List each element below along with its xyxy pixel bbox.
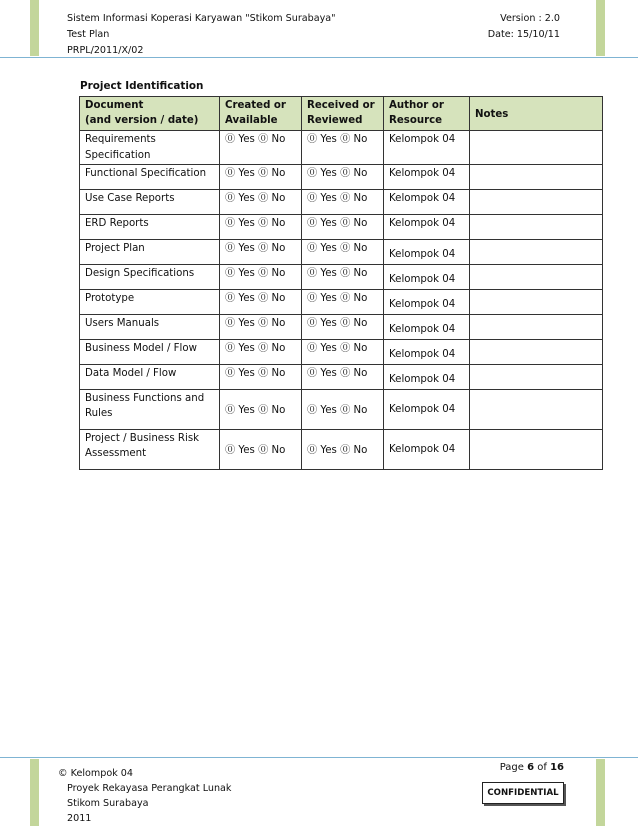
header-created-line1: Created or [225, 100, 286, 111]
cell-author: Kelompok 04 [384, 215, 470, 240]
cell-created[interactable]: ⓪ Yes ⓪ No [220, 340, 302, 365]
table-row [80, 265, 603, 290]
header-received-line1: Received or [307, 100, 375, 111]
cell-document [80, 390, 220, 430]
table-row [80, 190, 603, 215]
cell-notes [470, 265, 603, 290]
cell-notes [470, 365, 603, 390]
cell-received[interactable]: ⓪ Yes ⓪ No [302, 390, 384, 430]
table-row [80, 131, 603, 165]
header-author-line1: Author or [389, 100, 444, 111]
table-row [80, 165, 603, 190]
footer-right-bar [596, 759, 605, 826]
cell-notes [470, 430, 603, 470]
org-line: Sistem Informasi Koperasi Karyawan "Stikom Surabaya" [67, 13, 336, 24]
cell-document: Business Model / Flow [80, 340, 220, 365]
header-author-line2: Resource [389, 115, 443, 126]
cell-notes [470, 290, 603, 315]
cell-author: Kelompok 04 [384, 265, 470, 290]
page-number [500, 762, 564, 773]
header-document [80, 97, 220, 131]
table-row [80, 365, 603, 390]
header-left [67, 11, 336, 59]
cell-created[interactable]: ⓪ Yes ⓪ No [220, 365, 302, 390]
footer-institution: Stikom Surabaya [67, 798, 149, 809]
section-title: Project Identification [80, 80, 204, 92]
cell-author: Kelompok 04 [384, 430, 470, 470]
page-label: Page [499, 762, 524, 773]
header-right [488, 11, 560, 43]
table-row [80, 240, 603, 265]
cell-created[interactable]: ⓪ Yes ⓪ No [220, 430, 302, 470]
cell-received[interactable]: ⓪ Yes ⓪ No [302, 190, 384, 215]
footer-rule [0, 757, 638, 758]
header-received-line2: Reviewed [307, 115, 363, 126]
cell-document-line1: Project / Business Risk [85, 433, 200, 444]
cell-created[interactable]: ⓪ Yes ⓪ No [220, 265, 302, 290]
cell-created[interactable]: ⓪ Yes ⓪ No [220, 131, 302, 165]
table-row [80, 215, 603, 240]
cell-document-line2: Rules [85, 408, 113, 419]
cell-created[interactable]: ⓪ Yes ⓪ No [220, 215, 302, 240]
cell-document: Requirements Specification [80, 131, 220, 165]
cell-author: Kelompok 04 [384, 315, 470, 340]
cell-created[interactable]: ⓪ Yes ⓪ No [220, 390, 302, 430]
cell-received[interactable]: ⓪ Yes ⓪ No [302, 215, 384, 240]
table-row [80, 390, 603, 430]
cell-notes [470, 190, 603, 215]
cell-received[interactable]: ⓪ Yes ⓪ No [302, 131, 384, 165]
header-left-bar [30, 0, 39, 56]
cell-notes [470, 340, 603, 365]
header-created-line2: Available [225, 115, 278, 126]
footer-copyright: © Kelompok 04 [58, 768, 134, 779]
cell-author: Kelompok 04 [384, 165, 470, 190]
cell-document-line2: Assessment [85, 448, 147, 459]
cell-received[interactable]: ⓪ Yes ⓪ No [302, 265, 384, 290]
header-notes: Notes [470, 97, 603, 131]
cell-author: Kelompok 04 [384, 290, 470, 315]
header-author [384, 97, 470, 131]
cell-author: Kelompok 04 [384, 365, 470, 390]
header-document-line1: Document [85, 100, 144, 111]
cell-author: Kelompok 04 [384, 240, 470, 265]
version: Version : 2.0 [500, 13, 560, 24]
page-current: 6 [527, 762, 535, 773]
cell-notes [470, 165, 603, 190]
cell-author: Kelompok 04 [384, 131, 470, 165]
confidential-badge: CONFIDENTIAL [482, 782, 564, 804]
cell-document: Functional Specification [80, 165, 220, 190]
cell-document: Design Specifications [80, 265, 220, 290]
table-row [80, 430, 603, 470]
doc-id: PRPL/2011/X/02 [67, 45, 144, 56]
cell-created[interactable]: ⓪ Yes ⓪ No [220, 315, 302, 340]
cell-document: Use Case Reports [80, 190, 220, 215]
header-document-line2: (and version / date) [85, 115, 199, 126]
cell-notes [470, 390, 603, 430]
project-identification-table [79, 96, 603, 470]
cell-document-line1: Business Functions and [85, 393, 205, 404]
doc-type: Test Plan [67, 29, 110, 40]
cell-created[interactable]: ⓪ Yes ⓪ No [220, 190, 302, 215]
cell-received[interactable]: ⓪ Yes ⓪ No [302, 365, 384, 390]
footer-year: 2011 [67, 813, 92, 824]
cell-document: Project Plan [80, 240, 220, 265]
cell-received[interactable]: ⓪ Yes ⓪ No [302, 430, 384, 470]
page-total: 16 [550, 762, 564, 773]
cell-notes [470, 215, 603, 240]
table-header-row [80, 97, 603, 131]
cell-received[interactable]: ⓪ Yes ⓪ No [302, 340, 384, 365]
header-created [220, 97, 302, 131]
header-right-bar [596, 0, 605, 56]
cell-document: ERD Reports [80, 215, 220, 240]
cell-created[interactable]: ⓪ Yes ⓪ No [220, 240, 302, 265]
table-row [80, 340, 603, 365]
cell-author: Kelompok 04 [384, 190, 470, 215]
cell-notes [470, 240, 603, 265]
cell-received[interactable]: ⓪ Yes ⓪ No [302, 240, 384, 265]
header-received [302, 97, 384, 131]
cell-created[interactable]: ⓪ Yes ⓪ No [220, 290, 302, 315]
cell-document: Prototype [80, 290, 220, 315]
cell-created[interactable]: ⓪ Yes ⓪ No [220, 165, 302, 190]
cell-document [80, 430, 220, 470]
doc-date: Date: 15/10/11 [487, 29, 560, 40]
cell-notes [470, 315, 603, 340]
cell-received[interactable]: ⓪ Yes ⓪ No [302, 315, 384, 340]
table-row [80, 315, 603, 340]
page-of: of [537, 762, 547, 773]
cell-document: Users Manuals [80, 315, 220, 340]
cell-received[interactable]: ⓪ Yes ⓪ No [302, 290, 384, 315]
table-row [80, 290, 603, 315]
cell-author: Kelompok 04 [384, 340, 470, 365]
cell-author: Kelompok 04 [384, 390, 470, 430]
footer-course: Proyek Rekayasa Perangkat Lunak [67, 783, 232, 794]
footer-left [58, 766, 231, 826]
cell-document: Data Model / Flow [80, 365, 220, 390]
cell-received[interactable]: ⓪ Yes ⓪ No [302, 165, 384, 190]
footer-left-bar [30, 759, 39, 826]
cell-notes [470, 131, 603, 165]
